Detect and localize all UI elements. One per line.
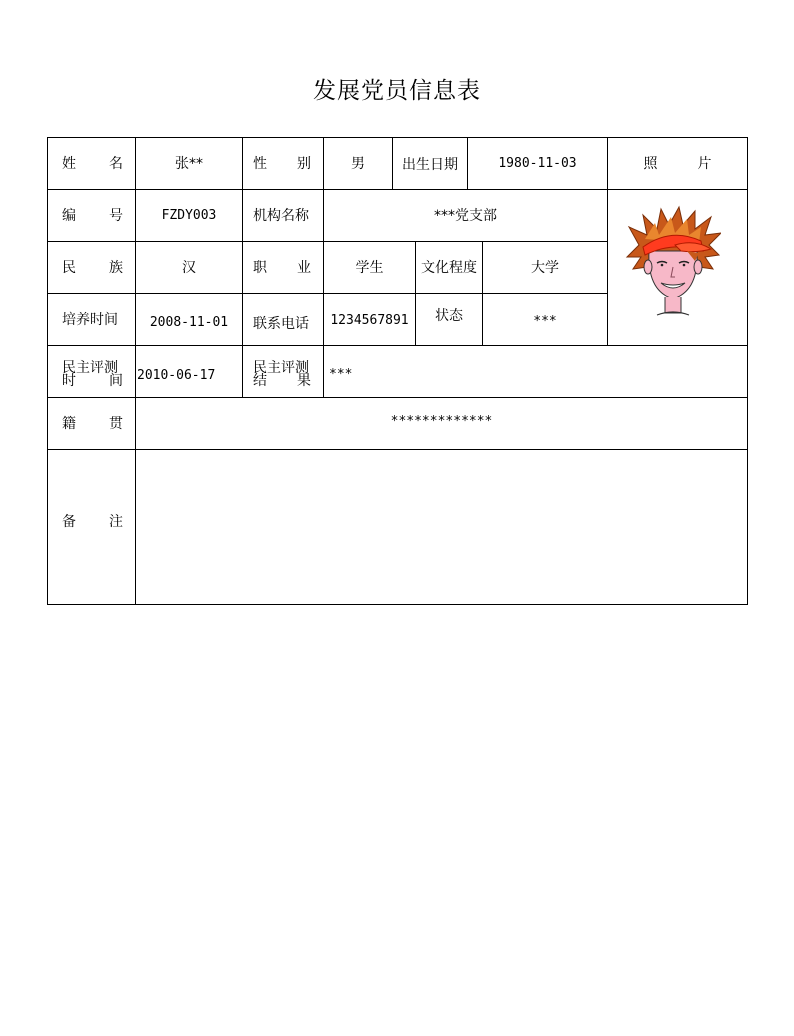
value-number: FZDY003 xyxy=(161,207,217,223)
label-status: 状态 xyxy=(435,308,463,324)
value-name: 张** xyxy=(175,155,203,172)
value-gender: 男 xyxy=(351,155,365,172)
avatar xyxy=(625,205,721,323)
label-number: 编 号 xyxy=(62,207,123,224)
value-eval-result: *** xyxy=(329,366,353,382)
value-remarks xyxy=(136,450,747,604)
label-ethnicity: 民 族 xyxy=(62,259,123,276)
value-eval-time: 2010-06-17 xyxy=(137,367,216,383)
label-phone: 联系电话 xyxy=(253,315,309,332)
value-ethnicity: 汉 xyxy=(182,259,196,276)
label-remarks: 备 注 xyxy=(62,514,123,530)
value-occupation: 学生 xyxy=(355,259,384,276)
face-icon xyxy=(644,251,702,315)
label-birth-date: 出生日期 xyxy=(402,157,458,173)
value-education: 大学 xyxy=(531,259,559,276)
label-occupation: 职 业 xyxy=(253,259,311,276)
label-photo: 照 片 xyxy=(643,155,712,172)
value-training-time: 2008-11-01 xyxy=(149,314,229,330)
table-border-bottom xyxy=(47,604,748,605)
page-title: 发展党员信息表 xyxy=(313,78,481,104)
label-native-place: 籍 贯 xyxy=(62,415,123,432)
value-status: *** xyxy=(533,313,557,329)
table-border-right xyxy=(747,137,748,605)
label-training-time: 培养时间 xyxy=(62,311,118,328)
label-name: 姓 名 xyxy=(62,155,123,172)
label-org-name: 机构名称 xyxy=(253,207,309,224)
label-eval-result: 民主评测 结 果 xyxy=(253,359,311,389)
value-phone: 1234567891 xyxy=(330,312,409,328)
label-eval-time: 民主评测 时 间 xyxy=(62,359,123,389)
value-org-name: ***党支部 xyxy=(434,207,497,224)
value-native-place: ************* xyxy=(390,414,493,429)
label-gender: 性 别 xyxy=(253,155,311,172)
member-info-table xyxy=(47,137,748,605)
value-birth-date: 1980-11-03 xyxy=(498,155,577,171)
label-education: 文化程度 xyxy=(421,259,477,276)
